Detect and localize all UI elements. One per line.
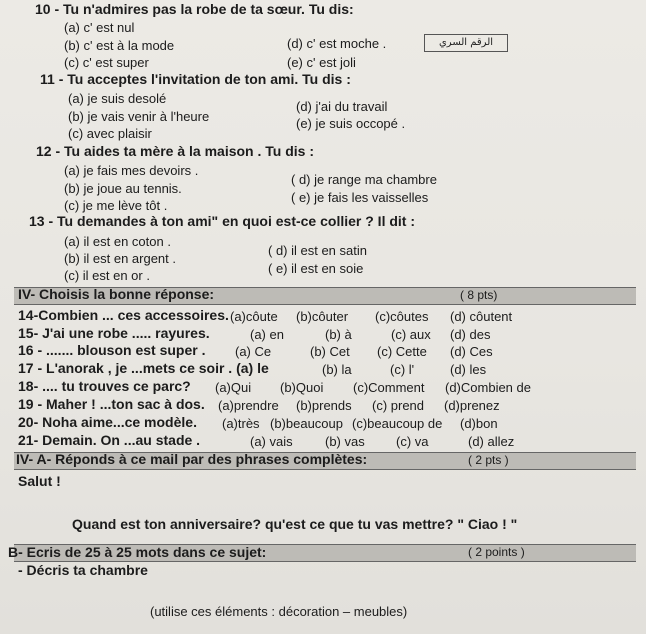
item-19-option-a: (a)prendre — [218, 398, 279, 413]
section-b-points: ( 2 points ) — [468, 545, 525, 559]
item-21-option-d: (d) allez — [468, 434, 515, 449]
question-13-option-c: (c) il est en or . — [64, 268, 150, 283]
item-20-option-b: (b)beaucoup — [270, 416, 343, 431]
item-17-stem: 17 - L'anorak , je ...mets ce soir . (a) le — [18, 360, 269, 376]
question-10-option-e: (e) c' est joli — [287, 55, 356, 70]
item-21-option-b: (b) vas — [325, 434, 365, 449]
question-10-stem: 10 - Tu n'admires pas la robe de ta sœur. Tu dis: — [35, 1, 354, 17]
section-4-points: ( 8 pts) — [460, 288, 498, 302]
question-12-option-a: (a) je fais mes devoirs . — [64, 163, 199, 178]
item-18-option-c: (c)Comment — [353, 380, 425, 395]
item-18-option-b: (b)Quoi — [280, 380, 324, 395]
item-14-option-d: (d) côutent — [450, 309, 513, 324]
question-10-option-d: (d) c' est moche . — [287, 36, 387, 51]
question-11-option-b: (b) je vais venir à l'heure — [68, 109, 210, 124]
question-12-option-c: (c) je me lève tôt . — [64, 198, 168, 213]
section-a-title: IV- A- Réponds à ce mail par des phrases complètes: — [16, 451, 368, 467]
mail-message: Quand est ton anniversaire? qu'est ce que tu vas mettre? " Ciao ! " — [72, 516, 518, 532]
item-20-stem: 20- Noha aime...ce modèle. — [18, 414, 197, 430]
question-13-stem: 13 - Tu demandes à ton ami" en quoi est-ce collier ? Il dit : — [29, 213, 416, 229]
item-19-option-d: (d)prenez — [444, 398, 500, 413]
item-19-option-b: (b)prends — [296, 398, 352, 413]
item-21-option-a: (a) vais — [250, 434, 293, 449]
question-11-option-e: (e) je suis occopé . — [296, 116, 406, 131]
item-20-option-d: (d)bon — [460, 416, 498, 431]
item-17-option-b: (b) la — [322, 362, 352, 377]
item-18-option-a: (a)Qui — [215, 380, 252, 395]
question-10-option-c: (c) c' est super — [64, 55, 149, 70]
item-19-option-c: (c) prend — [372, 398, 425, 413]
section-a-points: ( 2 pts ) — [468, 453, 509, 467]
item-17-option-c: (c) l' — [390, 362, 415, 377]
question-11-stem: 11 - Tu acceptes l'invitation de ton ami. Tu dis : — [40, 71, 351, 87]
question-13-option-e: ( e) il est en soie — [268, 261, 364, 276]
item-18-stem: 18- .... tu trouves ce parc? — [18, 378, 191, 394]
item-14-stem: 14-Combien ... ces accessoires. — [18, 307, 229, 323]
item-19-stem: 19 - Maher ! ...ton sac à dos. — [18, 396, 205, 412]
item-18-option-d: (d)Combien de — [445, 380, 531, 395]
item-16-option-d: (d) Ces — [450, 344, 493, 359]
mail-greeting: Salut ! — [18, 473, 61, 489]
question-11-option-d: (d) j'ai du travail — [296, 99, 388, 114]
item-20-option-c: (c)beaucoup de — [352, 416, 443, 431]
item-15-option-d: (d) des — [450, 327, 491, 342]
question-11-option-c: (c) avec plaisir — [68, 126, 152, 141]
question-10-option-b: (b) c' est à la mode — [64, 38, 175, 53]
section-b-subject: - Décris ta chambre — [18, 562, 148, 578]
item-16-stem: 16 - ....... blouson est super . — [18, 342, 206, 358]
item-15-option-b: (b) à — [325, 327, 352, 342]
question-12-option-b: (b) je joue au tennis. — [64, 181, 182, 196]
item-20-option-a: (a)très — [222, 416, 260, 431]
question-12-stem: 12 - Tu aides ta mère à la maison . Tu dis : — [36, 143, 315, 159]
question-10-option-a: (a) c' est nul — [64, 20, 135, 35]
item-21-stem: 21- Demain. On ...au stade . — [18, 432, 201, 448]
item-16-option-c: (c) Cette — [377, 344, 427, 359]
secret-number-stamp: الرقم السري — [424, 34, 508, 52]
question-13-option-a: (a) il est en coton . — [64, 234, 171, 249]
item-15-option-c: (c) aux — [391, 327, 431, 342]
question-12-option-d: ( d) je range ma chambre — [291, 172, 437, 187]
question-12-option-e: ( e) je fais les vaisselles — [291, 190, 429, 205]
item-14-option-c: (c)côutes — [375, 309, 429, 324]
item-21-option-c: (c) va — [396, 434, 429, 449]
section-b-title: B- Ecris de 25 à 25 mots dans ce sujet: — [8, 544, 267, 560]
item-16-option-a: (a) Ce — [235, 344, 272, 359]
section-4-title: IV- Choisis la bonne réponse: — [18, 286, 215, 302]
question-13-option-b: (b) il est en argent . — [64, 251, 176, 266]
item-14-option-b: (b)côuter — [296, 309, 349, 324]
item-14-option-a: (a)côute — [230, 309, 278, 324]
item-16-option-b: (b) Cet — [310, 344, 350, 359]
item-15-stem: 15- J'ai une robe ..... rayures. — [18, 325, 210, 341]
section-b-hint: (utilise ces éléments : décoration – meubles) — [150, 604, 408, 619]
question-13-option-d: ( d) il est en satin — [268, 243, 367, 258]
item-17-option-d: (d) les — [450, 362, 487, 377]
question-11-option-a: (a) je suis desolé — [68, 91, 167, 106]
item-15-option-a: (a) en — [250, 327, 284, 342]
